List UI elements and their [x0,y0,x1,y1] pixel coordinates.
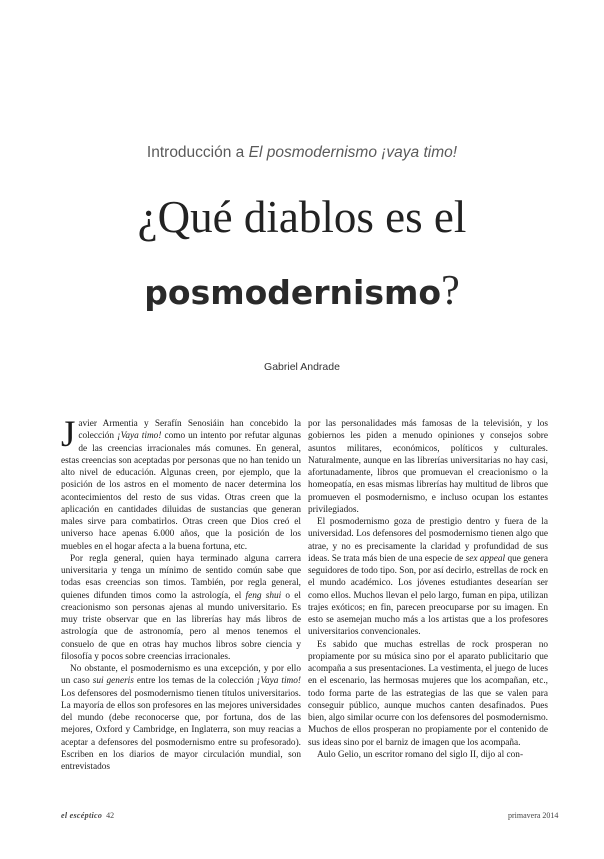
paragraph-text: No obstante, el posmodernismo es una excepción, y por ello un caso [61,664,301,687]
paragraph-text: como un intento por refutar algunas de las creencias irracionales más comunes. En general, estas creencias son aceptadas por personas que no han tenido un alto nivel de educación. Algunas creen, por ejemplo, que la posición de los astros en el momento de nacer determina los acontecimientos del resto de sus vidas. Otras creen que la aplicación en cantidades diluidas de sustancias que generan males sirve para combatirlos. Otras creen que Dios creó el universo hace apenas 6.000 años, que la posición de los muebles en el hogar afecta a la buena fortuna, etc. [61,431,301,552]
paragraph-text: avier Armentia y Serafín Senosiáin han concebido la colección [78,419,301,442]
paragraph [61,663,301,773]
emphasis: sui generis [92,676,134,687]
paragraph: Aulo Gelio, un escritor romano del siglo II, dijo al con- [317,749,524,760]
magazine-name: el escéptico [61,811,103,820]
page-number: 42 [106,811,115,820]
kicker-book-title: El posmodernismo ¡vaya timo! [248,144,458,161]
paragraph-text: entre los temas de la colección [133,676,257,687]
emphasis: ¡Vaya timo! [256,676,301,687]
paragraph [61,553,301,663]
paragraph [308,516,548,639]
emphasis: feng shui [245,590,282,601]
paragraph [61,414,301,553]
article-kicker [0,144,604,162]
paragraph-text: que genera seguidores de todo tipo. Son, por así decirlo, estrellas de rock en el mundo académico. Los jóvenes estudiantes desearían ser como ellos. Muchos llevan el pelo largo, fuman en pipa, utilizan trajes exóticos; en fin, parecen preocuparse por su imagen. En esto se asemejan mucho más a los artistas que a los profesores universitarios convencionales. [308,553,548,638]
article-title-line1: ¿Qué diablos es el [137,192,467,242]
body-column-left [61,414,301,773]
body-column-right [308,418,548,761]
footer-brand [61,811,114,820]
paragraph-text: El posmodernismo goza de prestigio dentro y fuera de la universidad. Los defensores del posmodernismo tienen algo que atrae, y no es precisamente la claridad y profundidad de sus ideas. Se trata más bien de una especie de [308,517,548,564]
emphasis: sex appeal [465,553,506,564]
paragraph-text: Los defensores del posmodernismo tienen títulos universitarios. La mayoría de ellos son profesores en las mejores universidades del mundo (debe reconocerse que, por fortuna, dos de las mejores, Oxford y Cambridge, en Inglaterra, son muy reacias a aceptar a defensores del posmodernismo entre su profesorado). Escriben en los diarios de mayor circulación mundial, son entrevistados [61,688,301,772]
article-author: Gabriel Andrade [264,361,340,373]
footer-season: primavera 2014 [508,811,559,820]
drop-cap: J [61,414,76,455]
title-question-mark: ? [441,268,460,314]
emphasis: ¡Vaya timo! [117,431,162,442]
article-title-line2 [0,268,604,314]
paragraph-text: o el creacionismo son personas ajenas al mundo universitario. Es muy triste observar que en las librerías hay más libros de astrología que de astronomía, pero al menos tenemos el consuelo de que en otras hay muchos libros sobre ciencia y filosofía y pocos sobre creencias irracionales. [61,590,301,662]
title-word: posmodernismo [144,273,442,312]
paragraph: por las personalidades más famosas de la televisión, y los gobiernos les piden a menudo opiniones y consejos sobre asuntos militares, económicos, políticos y culturales. Naturalmente, aunque en las librerías universitarias no hay casi, afortunadamente, libros que promuevan el creacionismo o la homeopatía, en esas mismas librerías hay multitud de libros que promueven el posmodernismo, e incluso ocupan los estantes privilegiados. [308,419,548,515]
paragraph-text: Por regla general, quien haya terminado alguna carrera universitaria y tenga un mínimo de sentido común sabe que todas esas creencias son timos. También, por regla general, quienes difunden timos como la astrología, el [61,553,301,601]
kicker-prefix: Introducción a [146,144,249,161]
paragraph: Es sabido que muchas estrellas de rock prosperan no propiamente por su música sino por el aparato publicitario que acompaña a sus presentaciones. La vestimenta, el juego de luces en el escenario, las hermosas mujeres que los acompañan, etc., todo forma parte de las estrategias de las que se valen para conseguir público, aunque muchos canten desafinados. Pues bien, algo similar ocurre con los defensores del posmodernismo. Muchos de ellos prosperan no propiamente por el contenido de sus ideas sino por el barniz de imagen que los acompaña. [308,639,548,748]
